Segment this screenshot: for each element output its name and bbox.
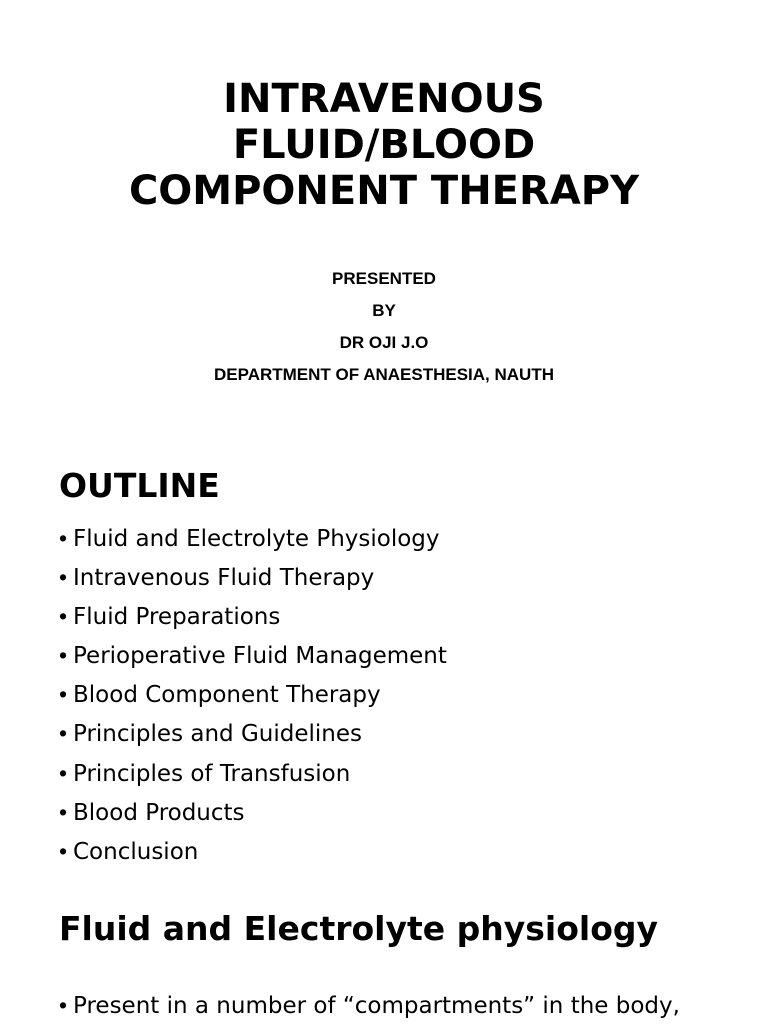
list-item-text: Intravenous Fluid Therapy	[73, 565, 375, 592]
list-item	[59, 597, 447, 636]
list-item-text: Blood Products	[73, 799, 245, 826]
list-item	[59, 754, 447, 793]
list-item	[59, 519, 447, 558]
title-line: FLUID/BLOOD	[232, 122, 536, 168]
list-item-text: Principles of Transfusion	[73, 760, 351, 787]
bullet-icon: •	[59, 798, 68, 825]
list-item	[59, 832, 447, 871]
list-item	[59, 714, 447, 753]
bullet-icon: •	[59, 759, 68, 786]
presenter-info	[0, 263, 768, 391]
list-item-text: Conclusion	[73, 838, 199, 865]
title-line: INTRAVENOUS	[223, 76, 545, 122]
bullet-icon: •	[59, 681, 68, 708]
bullet-icon: •	[59, 525, 68, 551]
physiology-list	[59, 986, 680, 1025]
bullet-icon: •	[59, 642, 68, 669]
list-item	[59, 986, 680, 1025]
list-item-text: Perioperative Fluid Management	[73, 643, 447, 670]
presentation-title	[0, 76, 768, 214]
bullet-icon: •	[59, 720, 68, 747]
list-item	[59, 675, 447, 714]
bullet-icon: •	[59, 564, 68, 591]
subtitle-line: BY	[372, 301, 396, 320]
bullet-icon: •	[59, 603, 68, 630]
bullet-icon: •	[59, 992, 68, 1018]
outline-list	[59, 519, 447, 871]
list-item	[59, 558, 447, 597]
title-line: COMPONENT THERAPY	[128, 168, 640, 214]
list-item	[59, 636, 447, 675]
list-item-text: Blood Component Therapy	[73, 682, 381, 709]
list-item	[59, 793, 447, 832]
subtitle-line: PRESENTED	[332, 269, 436, 288]
bullet-icon: •	[59, 837, 68, 864]
list-item-text: Fluid and Electrolyte Physiology	[73, 526, 440, 552]
list-item-text: Principles and Guidelines	[73, 721, 362, 748]
list-item-text: Fluid Preparations	[73, 604, 281, 631]
subtitle-line: DR OJI J.O	[339, 333, 429, 352]
outline-heading: OUTLINE	[59, 466, 220, 505]
list-item-text: Present in a number of “compartments” in the body,	[73, 993, 680, 1019]
physiology-heading: Fluid and Electrolyte physiology	[59, 909, 658, 948]
subtitle-line: DEPARTMENT OF ANAESTHESIA, NAUTH	[214, 365, 554, 384]
